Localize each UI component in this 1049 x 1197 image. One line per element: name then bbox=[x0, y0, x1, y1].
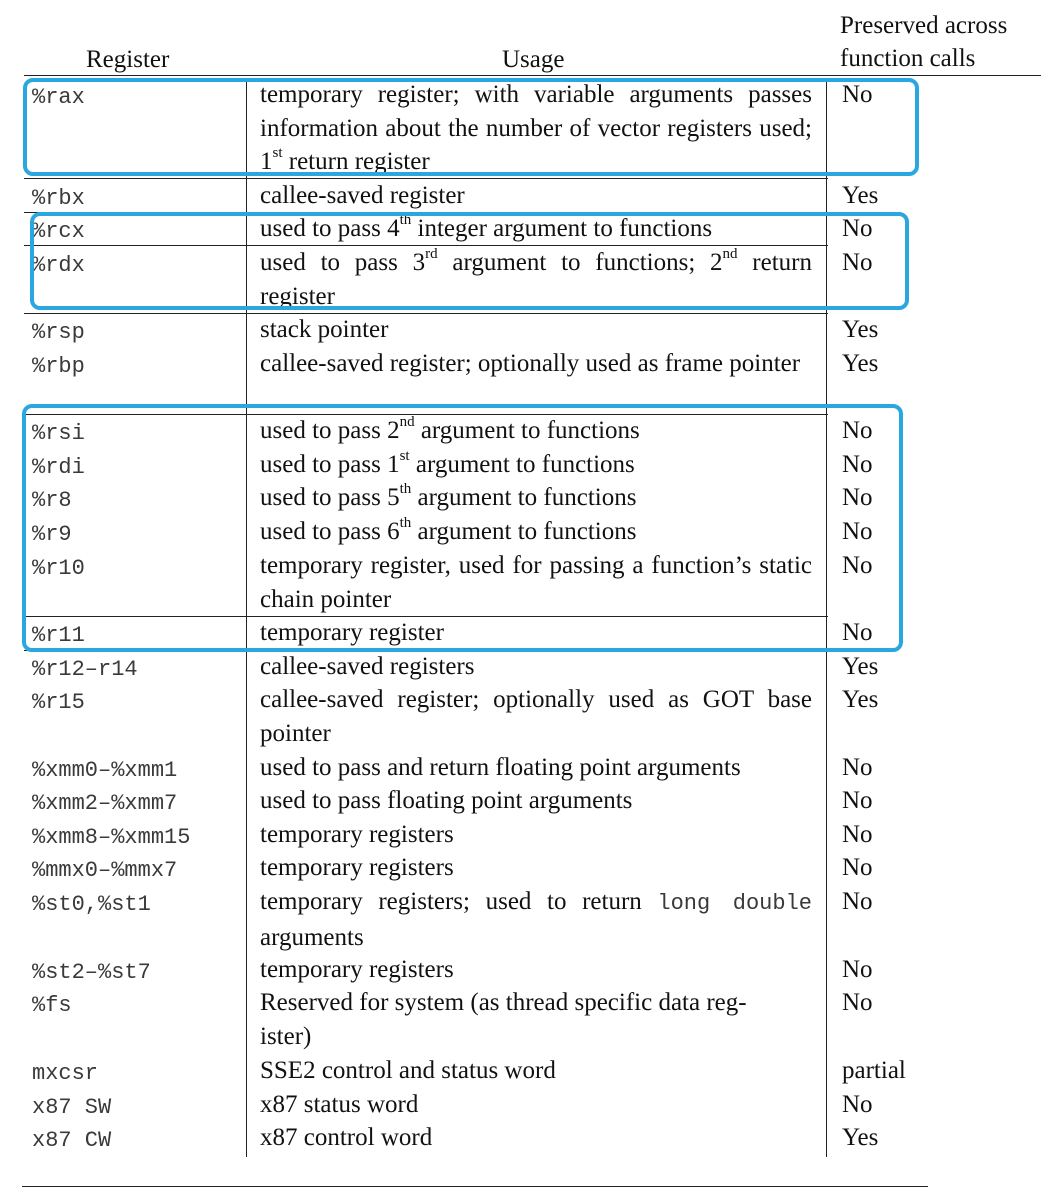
usage-cell: x87 control word bbox=[260, 1124, 433, 1151]
register-cell: x87 CW bbox=[32, 1128, 112, 1153]
usage-cell: used to pass 3rd argument to functions; 2nd return register bbox=[260, 245, 812, 310]
usage-cell: used to pass 4th integer argument to functions bbox=[260, 211, 713, 242]
preserved-cell: No bbox=[842, 619, 873, 646]
register-cell: %xmm0–%xmm1 bbox=[32, 758, 178, 783]
preserved-cell: No bbox=[842, 518, 873, 545]
register-cell: %fs bbox=[32, 993, 72, 1018]
register-cell: mxcsr bbox=[32, 1061, 99, 1086]
register-cell: %rax bbox=[32, 85, 85, 110]
usage-cell: Reserved for system (as thread specific data reg- ister) bbox=[260, 989, 747, 1050]
usage-cell: callee-saved register bbox=[260, 182, 465, 209]
register-cell: %st0,%st1 bbox=[32, 892, 151, 917]
usage-cell: temporary registers bbox=[260, 956, 454, 983]
preserved-cell: No bbox=[842, 754, 873, 781]
register-cell: %r11 bbox=[32, 623, 85, 648]
register-cell: %mmx0–%mmx7 bbox=[32, 858, 178, 883]
highlight-box-rax bbox=[23, 78, 919, 176]
usage-cell: used to pass 2nd argument to functions bbox=[260, 413, 640, 444]
preserved-cell: Yes bbox=[842, 350, 879, 377]
preserved-cell: No bbox=[842, 787, 873, 814]
preserved-cell: Yes bbox=[842, 686, 879, 713]
preserved-cell: partial bbox=[842, 1057, 906, 1084]
highlight-box-rsi-r11 bbox=[22, 404, 903, 652]
preserved-cell: No bbox=[842, 484, 873, 511]
preserved-cell: Yes bbox=[842, 316, 879, 343]
register-cell: %r8 bbox=[32, 488, 72, 513]
usage-cell: temporary register; with variable arguments passes information about the number of vector registers used; 1st return register bbox=[260, 81, 812, 175]
column-header-preserved-line1: Preserved across bbox=[840, 12, 1008, 39]
usage-cell: callee-saved register; optionally used as frame pointer bbox=[260, 350, 801, 377]
preserved-cell: No bbox=[842, 1091, 873, 1118]
preserved-cell: No bbox=[842, 854, 873, 881]
usage-cell: used to pass floating point arguments bbox=[260, 787, 633, 814]
register-cell: %rcx bbox=[32, 219, 85, 244]
register-cell: %rdx bbox=[32, 253, 85, 278]
preserved-cell: No bbox=[842, 81, 873, 108]
register-cell: %rsp bbox=[32, 320, 85, 345]
usage-cell: used to pass 6th argument to functions bbox=[260, 514, 637, 545]
preserved-cell: No bbox=[842, 215, 873, 242]
column-header-preserved-line2: function calls bbox=[840, 45, 976, 72]
preserved-cell: No bbox=[842, 956, 873, 983]
preserved-cell: No bbox=[842, 552, 873, 579]
preserved-cell: No bbox=[842, 417, 873, 444]
usage-cell: temporary registers; used to return long double arguments bbox=[260, 888, 812, 951]
preserved-cell: No bbox=[842, 888, 873, 915]
preserved-cell: No bbox=[842, 249, 873, 276]
usage-cell: x87 status word bbox=[260, 1091, 419, 1118]
usage-cell: temporary register, used for passing a function’s static chain pointer bbox=[260, 552, 812, 613]
preserved-cell: Yes bbox=[842, 1124, 879, 1151]
register-cell: %r12–r14 bbox=[32, 657, 138, 682]
preserved-cell: Yes bbox=[842, 182, 879, 209]
register-cell: %rbx bbox=[32, 186, 85, 211]
register-cell: x87 SW bbox=[32, 1095, 112, 1120]
preserved-cell: No bbox=[842, 989, 873, 1016]
usage-cell: used to pass 5th argument to functions bbox=[260, 480, 637, 511]
preserved-cell: No bbox=[842, 451, 873, 478]
usage-cell: temporary registers bbox=[260, 854, 454, 881]
usage-cell: used to pass 1st argument to functions bbox=[260, 447, 635, 478]
register-cell: %xmm8–%xmm15 bbox=[32, 825, 191, 850]
footnote-rule bbox=[22, 1186, 928, 1187]
register-cell: %st2–%st7 bbox=[32, 960, 151, 985]
column-header-preserved bbox=[840, 9, 1007, 75]
column-header-usage: Usage bbox=[502, 46, 565, 73]
usage-cell: callee-saved registers bbox=[260, 653, 475, 680]
register-cell: %rsi bbox=[32, 421, 85, 446]
usage-cell: temporary registers bbox=[260, 821, 454, 848]
usage-cell: SSE2 control and status word bbox=[260, 1057, 556, 1084]
table-top-rule bbox=[24, 75, 1041, 76]
preserved-cell: Yes bbox=[842, 653, 879, 680]
usage-cell: used to pass and return floating point arguments bbox=[260, 754, 741, 781]
register-cell: %xmm2–%xmm7 bbox=[32, 791, 178, 816]
register-cell: %rbp bbox=[32, 354, 85, 379]
column-header-register: Register bbox=[86, 46, 170, 73]
register-cell: %r15 bbox=[32, 690, 85, 715]
register-cell: %rdi bbox=[32, 455, 85, 480]
usage-cell: callee-saved register; optionally used as GOT base pointer bbox=[260, 686, 812, 747]
usage-cell: stack pointer bbox=[260, 316, 389, 343]
preserved-cell: No bbox=[842, 821, 873, 848]
usage-cell: temporary register bbox=[260, 619, 444, 646]
register-cell: %r10 bbox=[32, 556, 85, 581]
highlight-box-rcx-rdx bbox=[30, 212, 909, 310]
register-cell: %r9 bbox=[32, 522, 72, 547]
